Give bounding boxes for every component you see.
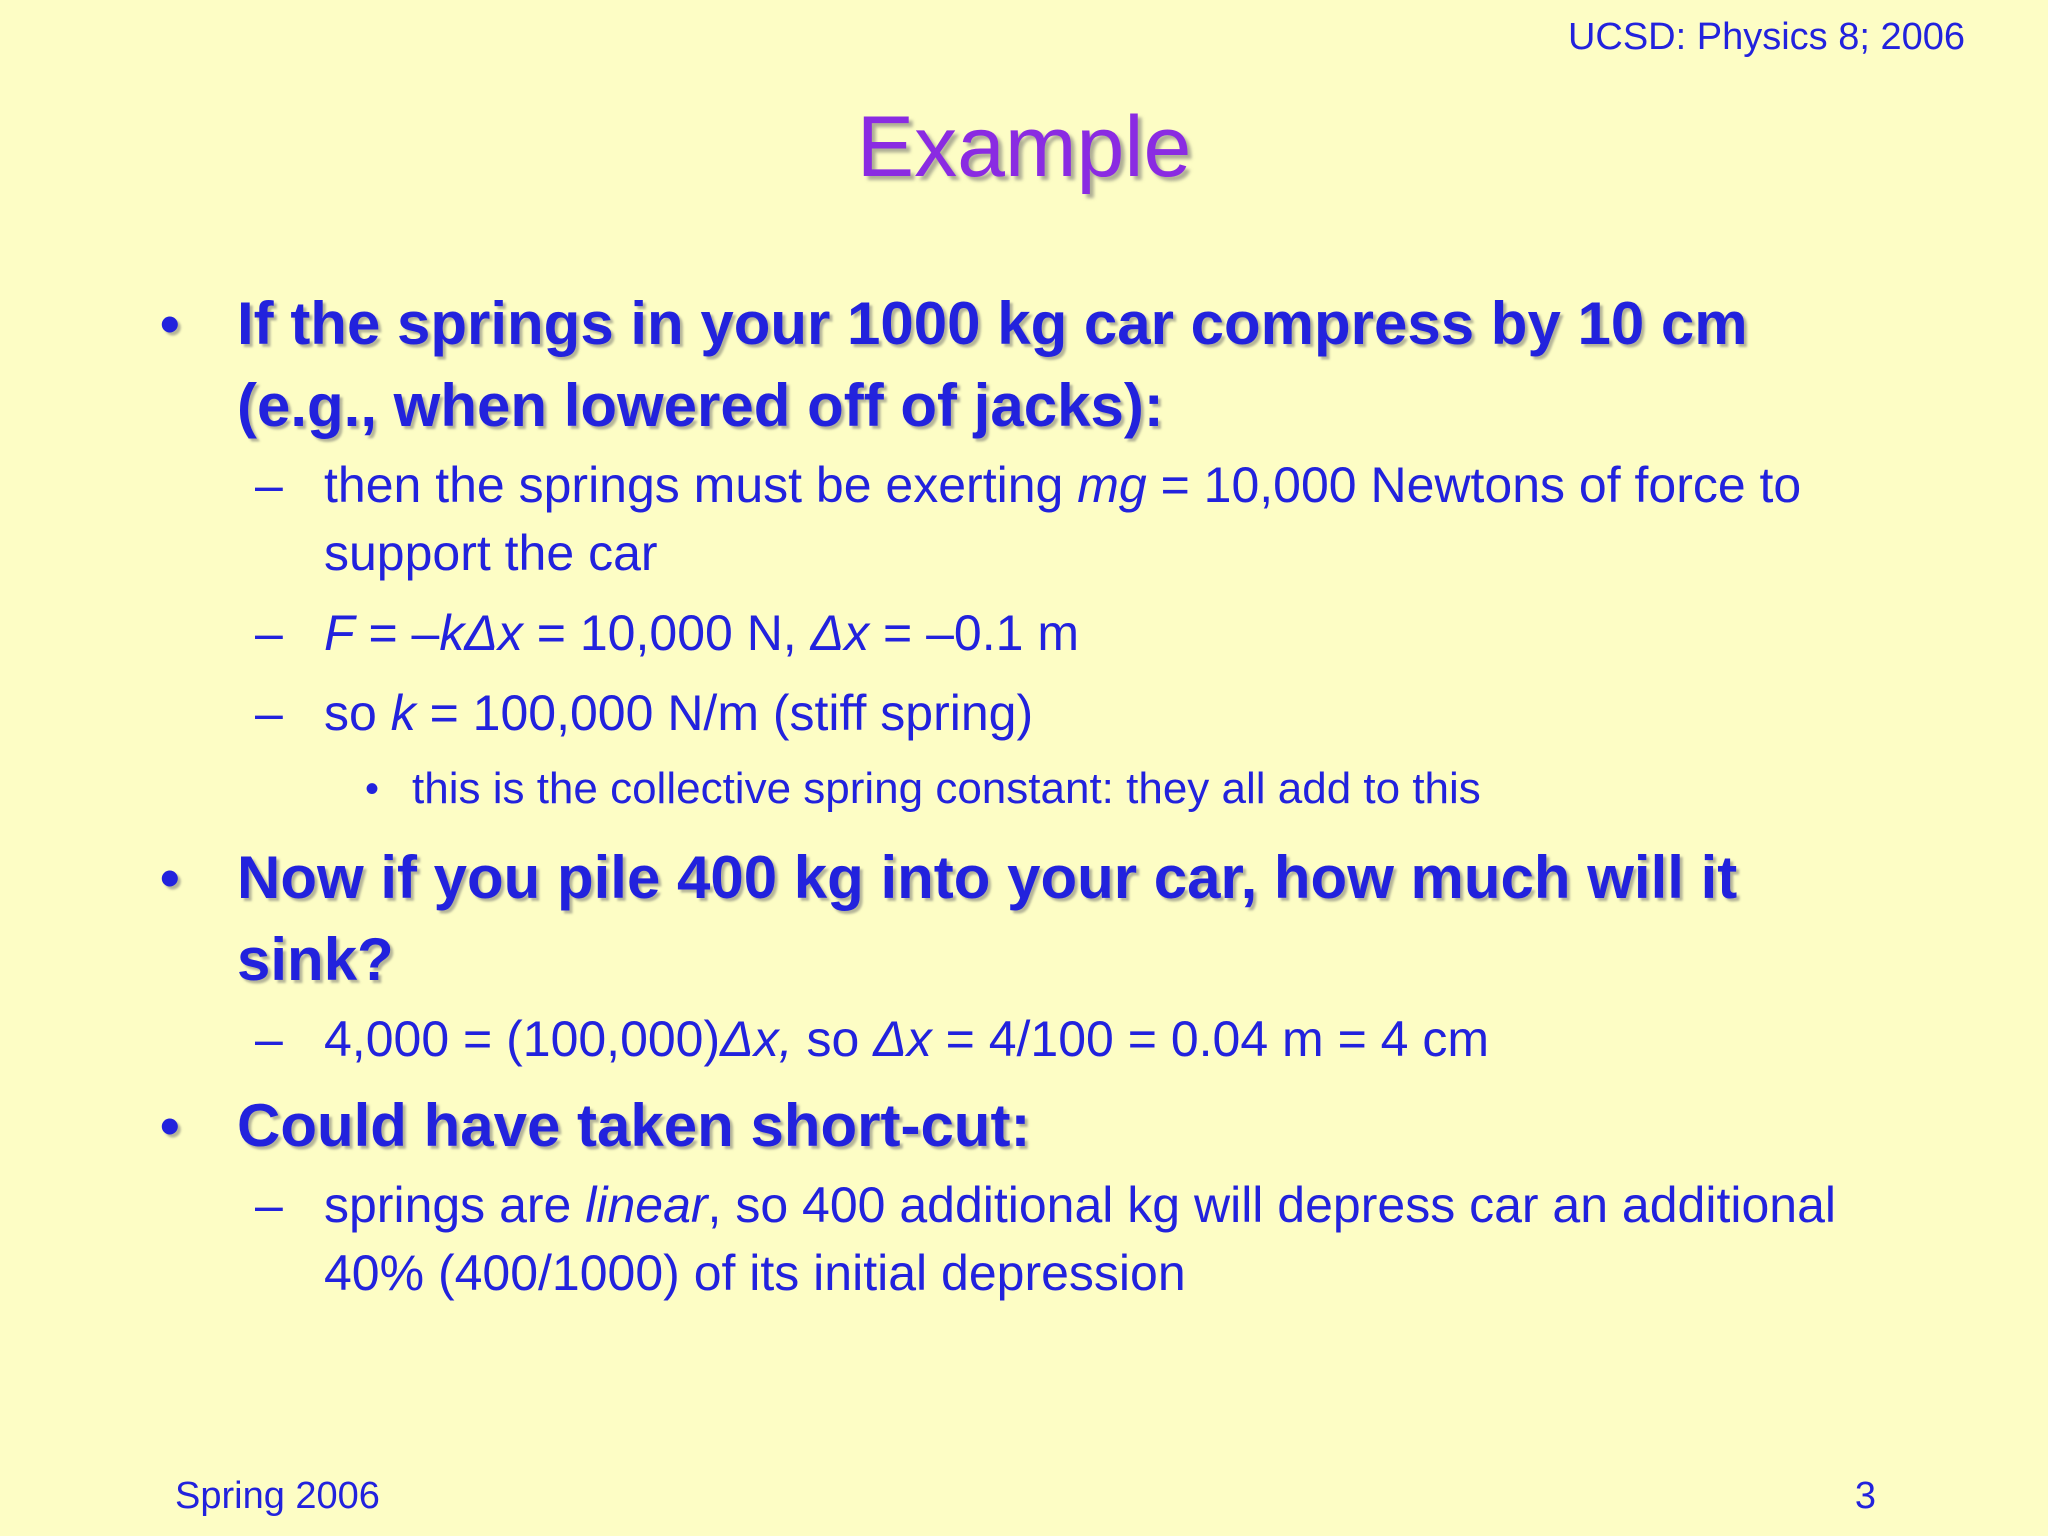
text-segment: = 10,000 N,	[522, 605, 811, 661]
math-dx: Δx	[873, 1011, 932, 1067]
math-k: k	[390, 685, 416, 741]
math-mg: mg	[1077, 457, 1147, 513]
bullet-marker: •	[160, 292, 180, 355]
dash-marker: –	[255, 457, 283, 513]
slide-title: Example	[856, 99, 1192, 195]
footer-term: Spring 2006	[175, 1475, 380, 1517]
text-segment: this is the collective spring constant: they all add to this	[412, 764, 1481, 813]
bullet-marker: •	[365, 767, 380, 811]
text-segment: = 4/100 = 0.04 m = 4 cm	[931, 1011, 1490, 1067]
text-segment: , so 400 additional kg will depress car an additional 40% (400/1000) of its initial depression	[324, 1177, 1836, 1301]
math-linear: linear	[585, 1177, 708, 1233]
text-segment: so	[792, 1011, 874, 1067]
math-dx: Δx	[810, 605, 870, 661]
sub-bullet-2-1	[160, 1005, 1880, 1073]
text-segment: springs are	[324, 1177, 586, 1233]
text-segment: so	[324, 685, 391, 741]
sub-sub-bullet-1-3-1	[160, 759, 1880, 819]
math-dx: Δx,	[720, 1011, 793, 1067]
bullet-1-text: If the springs in your 1000 kg car compress by 10 cm (e.g., when lowered off of jacks):	[237, 290, 1748, 439]
sub-bullet-3-1	[160, 1171, 1880, 1307]
text-segment: 4,000 = (100,000)	[324, 1011, 721, 1067]
dash-marker: –	[255, 605, 283, 661]
text-segment: = –	[354, 605, 440, 661]
bullet-marker: •	[160, 1094, 180, 1157]
text-segment: then the springs must be exerting	[324, 457, 1078, 513]
math-F: F	[324, 605, 355, 661]
bullet-3	[160, 1085, 1880, 1167]
text-segment: = 10,000 Newtons of force to support the car	[324, 457, 1802, 581]
slide-body	[160, 283, 1880, 1319]
course-header: UCSD: Physics 8; 2006	[1567, 16, 1965, 58]
bullet-1	[160, 283, 1880, 447]
bullet-marker: •	[160, 846, 180, 909]
text-segment: = –0.1 m	[869, 605, 1079, 661]
dash-marker: –	[255, 1177, 283, 1233]
bullet-2-text: Now if you pile 400 kg into your car, how much will it sink?	[237, 844, 1738, 993]
page-number: 3	[1854, 1475, 1876, 1517]
sub-bullet-1-1	[160, 451, 1880, 587]
dash-marker: –	[255, 685, 283, 741]
bullet-3-text: Could have taken short-cut:	[237, 1092, 1031, 1159]
text-segment: = 100,000 N/m (stiff spring)	[415, 685, 1034, 741]
dash-marker: –	[255, 1011, 283, 1067]
sub-bullet-1-3	[160, 679, 1880, 747]
math-kdx: kΔx	[439, 605, 523, 661]
bullet-2	[160, 837, 1880, 1001]
sub-bullet-1-2	[160, 599, 1880, 667]
